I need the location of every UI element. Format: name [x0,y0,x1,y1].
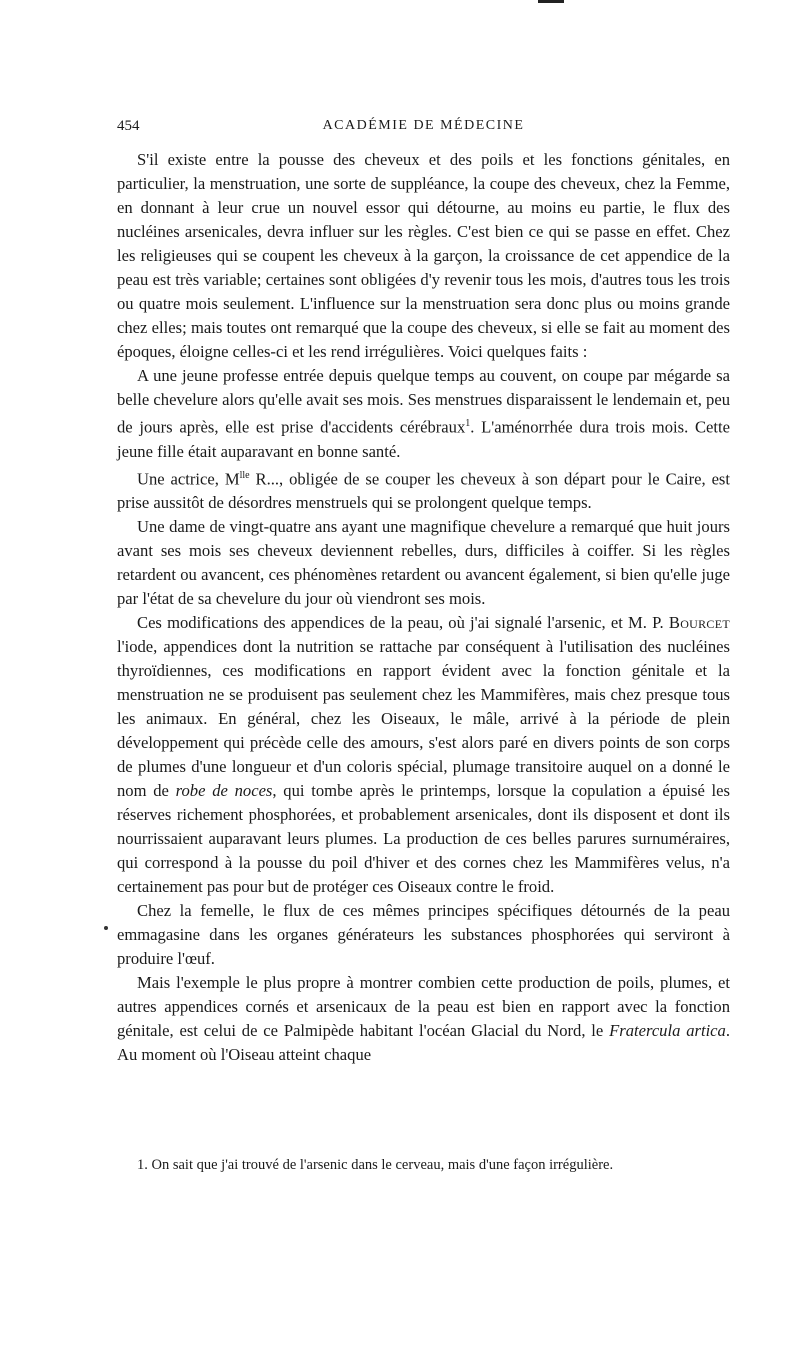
margin-mark [104,926,108,930]
paragraph [117,611,730,899]
paragraph-text: Une actrice, M [137,469,240,489]
footnote: 1. On sait que j'ai trouvé de l'arsenic dans le cerveau, mais d'une façon irrégulière. [137,1157,614,1173]
paragraph [117,899,730,971]
paragraph-text: l'iode, appendices dont la nutrition se rattache par conséquent à l'utilisation des nucléines thyroïdiennes, ces modifications en rapport évident avec la fonction génitale et la menstruation ne se produisent pas seulement chez les Mammifères, mais chez presque tous les animaux. En général, chez les Oiseaux, le mâle, arrivé à la période de plein développement qui précède celle des amours, s'est alors paré en divers points de son corps de plumes d'une longueur et d'un coloris spécial, plumage transitoire auquel on a donné le nom de [117,637,730,801]
running-title: ACADÉMIE DE MÉDECINE [322,118,525,133]
title-abbreviation: lle [239,469,250,481]
paragraph-text: R..., obligée de se couper les cheveux à son départ pour le Caire, est prise aussitôt de désordres menstruels qui se prolongent quelque temps. [117,469,730,513]
paragraph-text: Une dame de vingt-quatre ans ayant une magnifique chevelure a remarqué que huit jours avant ses mois ses cheveux deviennent rebelles, durs, difficiles à coiffer. Si les règles retardent ou avancent, ces phénomènes retardent ou avancent également, si bien qu'elle juge par l'état de sa chevelure du jour où viendront ses mois. [117,517,730,609]
species-name: Fratercula artica [609,1021,726,1041]
page-header [117,118,730,140]
paragraph [117,971,730,1067]
author-name: Bourcet [668,613,730,633]
page-number: 454 [117,118,140,134]
body-text [117,148,730,1067]
paragraph [117,148,730,364]
paragraph-text: A une jeune professe entrée depuis quelque temps au couvent, on coupe par mégarde sa belle chevelure alors qu'elle avait ses mois. Ses menstrues disparaissent le lendemain et, peu de jours après, elle est prise d'accidents cérébraux [117,366,730,437]
paragraph [117,364,730,464]
footnote-reference: 1 [465,418,471,429]
italic-term: robe de noces [175,781,273,801]
paragraph-text: . Au moment où l'Oiseau atteint chaque [117,1021,730,1065]
paragraph [117,515,730,611]
page-top-mark [538,0,564,3]
paragraph-text: . L'aménorrhée dura trois mois. Cette jeune fille était auparavant en bonne santé. [117,417,730,461]
paragraph-text: Chez la femelle, le flux de ces mêmes principes spécifiques détournés de la peau emmagasine dans les organes générateurs les substances phosphorées qui serviront à produire l'œuf. [117,901,730,969]
paragraph-text: Ces modifications des appendices de la peau, où j'ai signalé l'arsenic, et M. P. [137,613,669,633]
paragraph-text: , qui tombe après le printemps, lorsque la copulation a épuisé les réserves richement phosphorées, et probablement arsenicales, dont ils disposent et dont ils nourrissaient auparavant leurs plumes. La production de ces belles parures surnuméraires, qui correspond à la pousse du poil d'hiver et des cornes chez les Mammifères velus, n'a certainement pas pour but de protéger ces Oiseaux contre le froid. [117,781,730,897]
paragraph-text: S'il existe entre la pousse des cheveux et des poils et les fonctions génitales, en particulier, la menstruation, une sorte de suppléance, la coupe des cheveux, chez la Femme, en donnant à leur crue un nouvel essor qui détourne, au moins eu partie, le flux des nucléines arsenicales, devra influer sur les règles. C'est bien ce qui se passe en effet. Chez les religieuses qui se coupent les cheveux à la garçon, la croissance de cet appendice de la peau est très variable; certaines sont obligées d'y revenir tous les mois, d'autres tous les trois ou quatre mois seulement. L'influence sur la menstruation sera donc plus ou moins grande chez elles; mais toutes ont remarqué que la coupe des cheveux, si elle se fait au moment des époques, éloigne celles-ci et les rend irrégulières. Voici quelques faits : [117,150,730,361]
paragraph-text: Mais l'exemple le plus propre à montrer combien cette production de poils, plumes, et autres appendices cornés et arsenicaux de la peau est bien en rapport avec la fonction génitale, est celui de ce Palmipède habitant l'océan Glacial du Nord, le [117,973,730,1041]
paragraph [117,464,730,516]
